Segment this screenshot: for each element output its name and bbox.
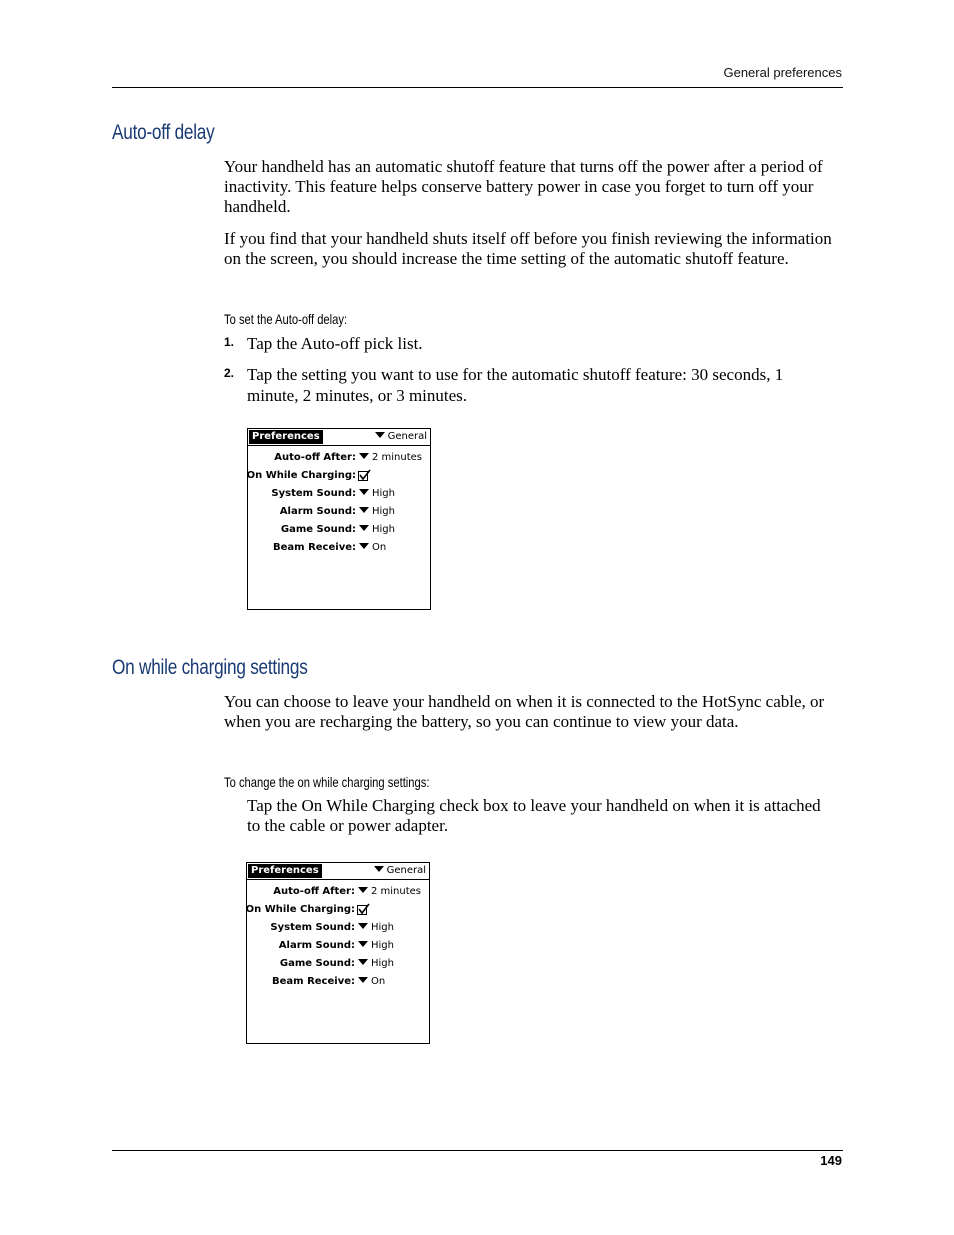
device-title-bar: [248, 429, 430, 446]
dropdown-triangle-icon: [374, 866, 384, 872]
system-sound-picker: High: [359, 487, 395, 501]
beam-receive-picker: On: [358, 975, 385, 989]
alarm-sound-row: [247, 939, 429, 953]
preferences-screen-figure: [247, 428, 431, 610]
device-title-bar: [247, 863, 429, 880]
device-title: Preferences: [248, 864, 322, 878]
row-label: System Sound:: [271, 488, 356, 499]
header-rule: [112, 87, 843, 88]
auto-off-picker: 2 minutes: [358, 885, 421, 899]
charging-subheading: To change the on while charging settings:: [224, 774, 430, 790]
beam-receive-picker: On: [359, 541, 386, 555]
category-picker: General: [374, 864, 426, 878]
row-label: Game Sound:: [279, 958, 355, 969]
row-label: Game Sound:: [280, 524, 356, 535]
dropdown-triangle-icon: [359, 507, 369, 513]
dropdown-triangle-icon: [358, 923, 368, 929]
dropdown-triangle-icon: [358, 941, 368, 947]
auto-off-paragraph-2: If you find that your handheld shuts itself off before you finish reviewing the information on the screen, you should increase the time setting of the automatic shutoff feature.: [224, 229, 832, 268]
dropdown-triangle-icon: [359, 489, 369, 495]
step-text: Tap the setting you want to use for the automatic shutoff feature: 30 seconds, 1 minute, 2 minutes, or 3 minutes.: [247, 365, 784, 405]
alarm-sound-picker: High: [358, 939, 394, 953]
step-number: 2.: [224, 366, 235, 380]
step-number: 1.: [224, 335, 235, 349]
on-while-charging-row: [247, 903, 429, 917]
charging-paragraph-1: You can choose to leave your handheld on when it is connected to the HotSync cable, or when you are recharging the battery, so you can continue to view your data.: [224, 692, 825, 731]
on-while-charging-row: [248, 469, 430, 483]
system-sound-row: [247, 921, 429, 935]
row-label: Beam Receive:: [272, 976, 355, 987]
dropdown-triangle-icon: [359, 453, 369, 459]
auto-off-row: [248, 451, 430, 465]
preferences-screen-figure: [246, 862, 430, 1044]
step-text: Tap the Auto-off pick list.: [247, 334, 423, 353]
auto-off-subheading: To set the Auto-off delay:: [224, 311, 348, 327]
footer-rule: [112, 1150, 843, 1151]
row-label: System Sound:: [270, 922, 355, 933]
game-sound-picker: High: [358, 957, 394, 971]
charging-instruction: Tap the On While Charging check box to leave your handheld on when it is attached to the cable or power adapter.: [247, 796, 821, 835]
system-sound-picker: High: [358, 921, 394, 935]
category-picker: General: [375, 430, 427, 444]
row-label: Auto-off After:: [273, 886, 355, 897]
checkbox-checked-icon: [357, 905, 367, 915]
section-heading-auto-off: Auto-off delay: [112, 121, 215, 144]
auto-off-picker: 2 minutes: [359, 451, 422, 465]
dropdown-triangle-icon: [358, 977, 368, 983]
dropdown-triangle-icon: [358, 887, 368, 893]
section-heading-on-while-charging: On while charging settings: [112, 656, 308, 679]
auto-off-row: [247, 885, 429, 899]
row-label: On While Charging:: [245, 904, 355, 915]
system-sound-row: [248, 487, 430, 501]
checkbox-checked-icon: [358, 471, 368, 481]
auto-off-paragraph-1: Your handheld has an automatic shutoff feature that turns off the power after a period of inactivity. This feature helps conserve battery power in case you forget to turn off your handheld.: [224, 157, 823, 216]
alarm-sound-row: [248, 505, 430, 519]
beam-receive-row: [247, 975, 429, 989]
game-sound-row: [248, 523, 430, 537]
row-label: Auto-off After:: [274, 452, 356, 463]
page-number: 149: [820, 1153, 842, 1168]
dropdown-triangle-icon: [358, 959, 368, 965]
dropdown-triangle-icon: [359, 525, 369, 531]
running-header: General preferences: [723, 65, 842, 80]
game-sound-picker: High: [359, 523, 395, 537]
row-label: Alarm Sound:: [279, 506, 356, 517]
alarm-sound-picker: High: [359, 505, 395, 519]
dropdown-triangle-icon: [359, 543, 369, 549]
row-label: On While Charging:: [246, 470, 356, 481]
game-sound-row: [247, 957, 429, 971]
row-label: Alarm Sound:: [278, 940, 355, 951]
beam-receive-row: [248, 541, 430, 555]
dropdown-triangle-icon: [375, 432, 385, 438]
row-label: Beam Receive:: [273, 542, 356, 553]
device-title: Preferences: [249, 430, 323, 444]
